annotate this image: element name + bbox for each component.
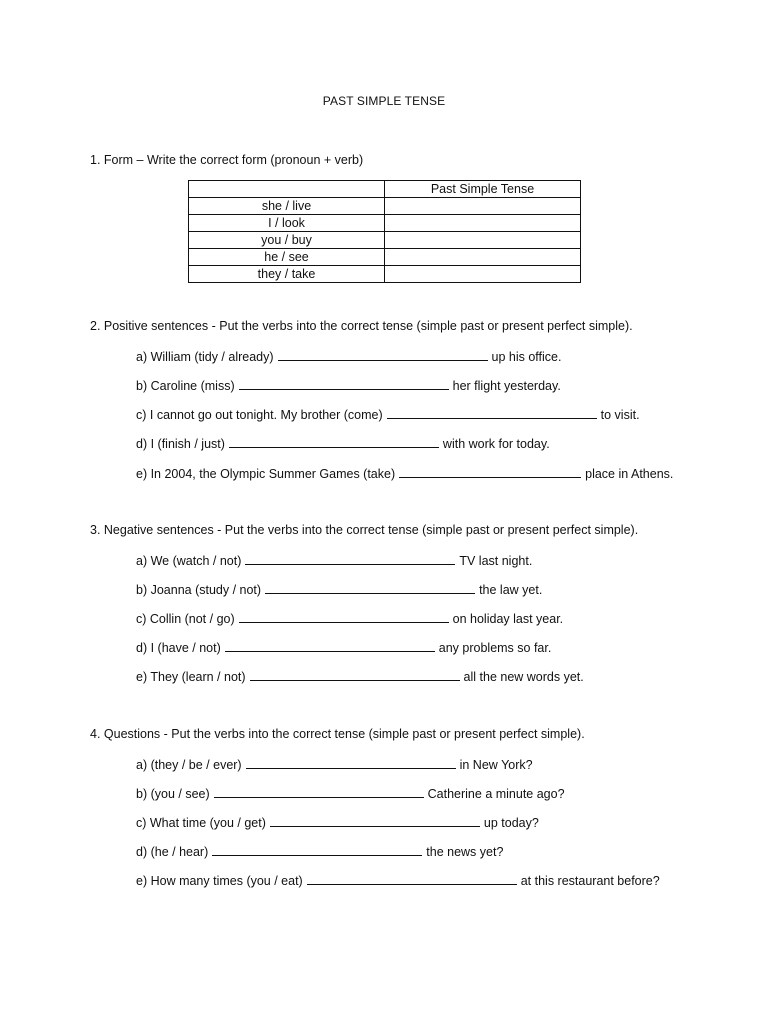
sentence-prompt: d) (he / hear): [136, 845, 209, 859]
sentence-ending: her flight yesterday.: [452, 379, 561, 393]
exercise-item: [136, 465, 673, 481]
sentence-prompt: b) Caroline (miss): [136, 379, 235, 393]
sentence-prompt: b) Joanna (study / not): [136, 583, 262, 597]
table-row: [189, 232, 581, 249]
sentence-prompt: a) William (tidy / already): [136, 350, 274, 364]
exercise-item: [136, 435, 550, 451]
answer-blank[interactable]: [307, 872, 517, 885]
section-4-heading: 4. Questions - Put the verbs into the correct tense (simple past or present perfect simple).: [90, 727, 585, 741]
answer-blank[interactable]: [246, 756, 456, 769]
sentence-prompt: d) I (finish / just): [136, 437, 225, 451]
page-title: PAST SIMPLE TENSE: [322, 94, 446, 108]
answer-blank[interactable]: [278, 348, 488, 361]
section-1-heading: 1. Form – Write the correct form (pronoun + verb): [90, 153, 364, 167]
exercise-item: [136, 843, 503, 859]
sentence-ending: the news yet?: [426, 845, 504, 859]
sentence-ending: Catherine a minute ago?: [427, 787, 565, 801]
sentence-prompt: e) In 2004, the Olympic Summer Games (take): [136, 467, 396, 481]
exercise-item: [136, 639, 551, 655]
pronoun-verb-cell: you / buy: [189, 232, 385, 249]
sentence-prompt: c) Collin (not / go): [136, 612, 235, 626]
exercise-item: [136, 814, 539, 830]
exercise-item: [136, 668, 584, 684]
sentence-ending: up his office.: [491, 350, 562, 364]
sentence-ending: place in Athens.: [585, 467, 674, 481]
sentence-ending: with work for today.: [442, 437, 550, 451]
sentence-prompt: a) We (watch / not): [136, 554, 242, 568]
table-header-cell: Past Simple Tense: [385, 181, 581, 198]
pronoun-verb-cell: he / see: [189, 249, 385, 266]
exercise-item: [136, 348, 561, 364]
answer-blank[interactable]: [214, 785, 424, 798]
answer-blank[interactable]: [239, 377, 449, 390]
sentence-ending: TV last night.: [459, 554, 533, 568]
sentence-ending: up today?: [483, 816, 539, 830]
answer-cell[interactable]: [385, 198, 581, 215]
sentence-prompt: b) (you / see): [136, 787, 210, 801]
table-row: [189, 249, 581, 266]
sentence-ending: on holiday last year.: [452, 612, 564, 626]
answer-blank[interactable]: [245, 552, 455, 565]
table-row: [189, 198, 581, 215]
answer-blank[interactable]: [225, 639, 435, 652]
exercise-item: [136, 872, 660, 888]
answer-blank[interactable]: [270, 814, 480, 827]
pronoun-verb-cell: I / look: [189, 215, 385, 232]
answer-blank[interactable]: [399, 465, 581, 478]
sentence-prompt: e) How many times (you / eat): [136, 874, 303, 888]
sentence-prompt: c) What time (you / get): [136, 816, 266, 830]
answer-cell[interactable]: [385, 266, 581, 283]
exercise-item: [136, 552, 532, 568]
answer-cell[interactable]: [385, 232, 581, 249]
sentence-ending: the law yet.: [479, 583, 543, 597]
sentence-prompt: e) They (learn / not): [136, 670, 246, 684]
table-row: [189, 266, 581, 283]
table-header-row: [189, 181, 581, 198]
section-3-heading: 3. Negative sentences - Put the verbs into the correct tense (simple past or present perfect simple).: [90, 523, 639, 537]
exercise-item: [136, 756, 533, 772]
form-table: [188, 180, 581, 283]
answer-blank[interactable]: [265, 581, 475, 594]
sentence-ending: all the new words yet.: [463, 670, 584, 684]
exercise-item: [136, 377, 561, 393]
sentence-ending: any problems so far.: [438, 641, 552, 655]
pronoun-verb-cell: she / live: [189, 198, 385, 215]
section-2-heading: 2. Positive sentences - Put the verbs into the correct tense (simple past or present perfect simple).: [90, 319, 633, 333]
table-header-cell: [189, 181, 385, 198]
sentence-ending: at this restaurant before?: [520, 874, 660, 888]
exercise-item: [136, 581, 542, 597]
sentence-prompt: c) I cannot go out tonight. My brother (come): [136, 408, 383, 422]
answer-blank[interactable]: [387, 406, 597, 419]
exercise-item: [136, 406, 640, 422]
sentence-ending: to visit.: [600, 408, 640, 422]
table-row: [189, 215, 581, 232]
answer-blank[interactable]: [239, 610, 449, 623]
answer-blank[interactable]: [229, 435, 439, 448]
answer-blank[interactable]: [212, 843, 422, 856]
pronoun-verb-cell: they / take: [189, 266, 385, 283]
sentence-ending: in New York?: [459, 758, 533, 772]
sentence-prompt: a) (they / be / ever): [136, 758, 242, 772]
sentence-prompt: d) I (have / not): [136, 641, 221, 655]
answer-cell[interactable]: [385, 249, 581, 266]
exercise-item: [136, 610, 563, 626]
answer-cell[interactable]: [385, 215, 581, 232]
answer-blank[interactable]: [250, 668, 460, 681]
exercise-item: [136, 785, 565, 801]
